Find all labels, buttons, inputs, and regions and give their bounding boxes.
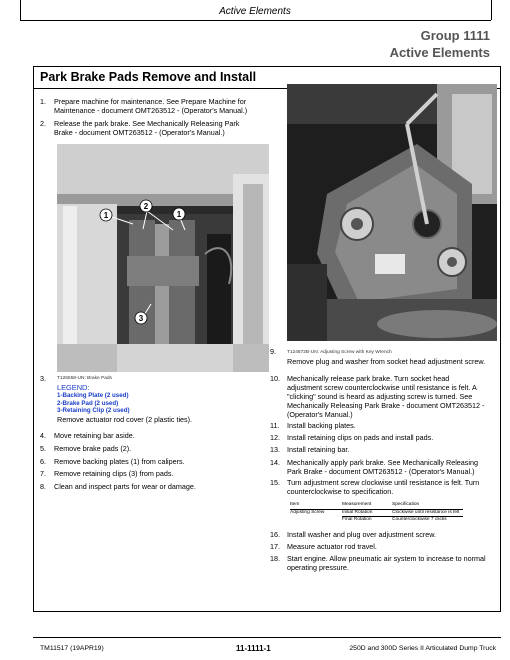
callout-1-left <box>100 209 112 221</box>
callout-2-left <box>140 200 152 212</box>
step-number: 1. <box>40 97 46 106</box>
group-number: Group 1111 <box>420 28 490 43</box>
legend-item-1: 1-Backing Plate (2 used) <box>57 392 129 399</box>
legend-title: LEGEND: <box>57 383 90 392</box>
table-row: Adjusting Screw Initial Rotation Clockwise until resistance is felt <box>290 509 463 516</box>
spec-table-header: Item Measurement Specification <box>290 502 420 507</box>
running-head: Active Elements <box>219 6 291 17</box>
brake-pads-image <box>57 144 269 372</box>
adjusting-screw-photo <box>287 84 497 341</box>
group-title: Active Elements <box>389 45 490 60</box>
svg-text:2: 2 <box>143 202 149 211</box>
step-number: 2. <box>40 119 46 128</box>
footer-page-number: 11-1111-1 <box>236 644 271 653</box>
section-title: Park Brake Pads Remove and Install <box>40 70 257 84</box>
svg-text:1: 1 <box>103 211 109 220</box>
figure-1-caption: T126558-UN: Brake Pads <box>57 376 112 381</box>
step-text: Prepare machine for maintenance. See Prepare Machine for Maintenance - document OMT263512 - (Operator's Manual.) <box>54 97 248 115</box>
adjusting-screw-image <box>287 84 497 341</box>
legend-item-2: 2-Brake Pad (2 used) <box>57 399 119 407</box>
spec-table <box>290 502 463 523</box>
step-text: Release the park brake. See Mechanically Releasing Park Brake - document OMT263512 - (Operator's Manual.) <box>54 119 240 137</box>
footer-rule <box>33 637 501 638</box>
step-9-text: Remove plug and washer from socket head adjustment screw. <box>287 357 486 366</box>
callout-1-right <box>173 208 185 220</box>
footer-doc-id: TM11517 (19APR19) <box>40 645 104 652</box>
footer-product: 250D and 300D Series II Articulated Dump Truck <box>349 645 496 652</box>
callout-3 <box>135 312 147 324</box>
legend-item-3: 3-Retaining Clip (2 used) <box>57 407 130 414</box>
header-rule <box>20 20 491 21</box>
svg-text:3: 3 <box>138 314 144 323</box>
brake-pads-photo <box>57 144 269 372</box>
svg-text:1: 1 <box>176 210 182 219</box>
step-3-text: Remove actuator rod cover (2 plastic ties). <box>57 415 193 424</box>
figure-2-caption: T124872B-UN: Adjusting Screw with Key Wrench <box>287 350 392 355</box>
table-row: Final Rotation Counterclockwise 7 clicks <box>290 516 463 523</box>
